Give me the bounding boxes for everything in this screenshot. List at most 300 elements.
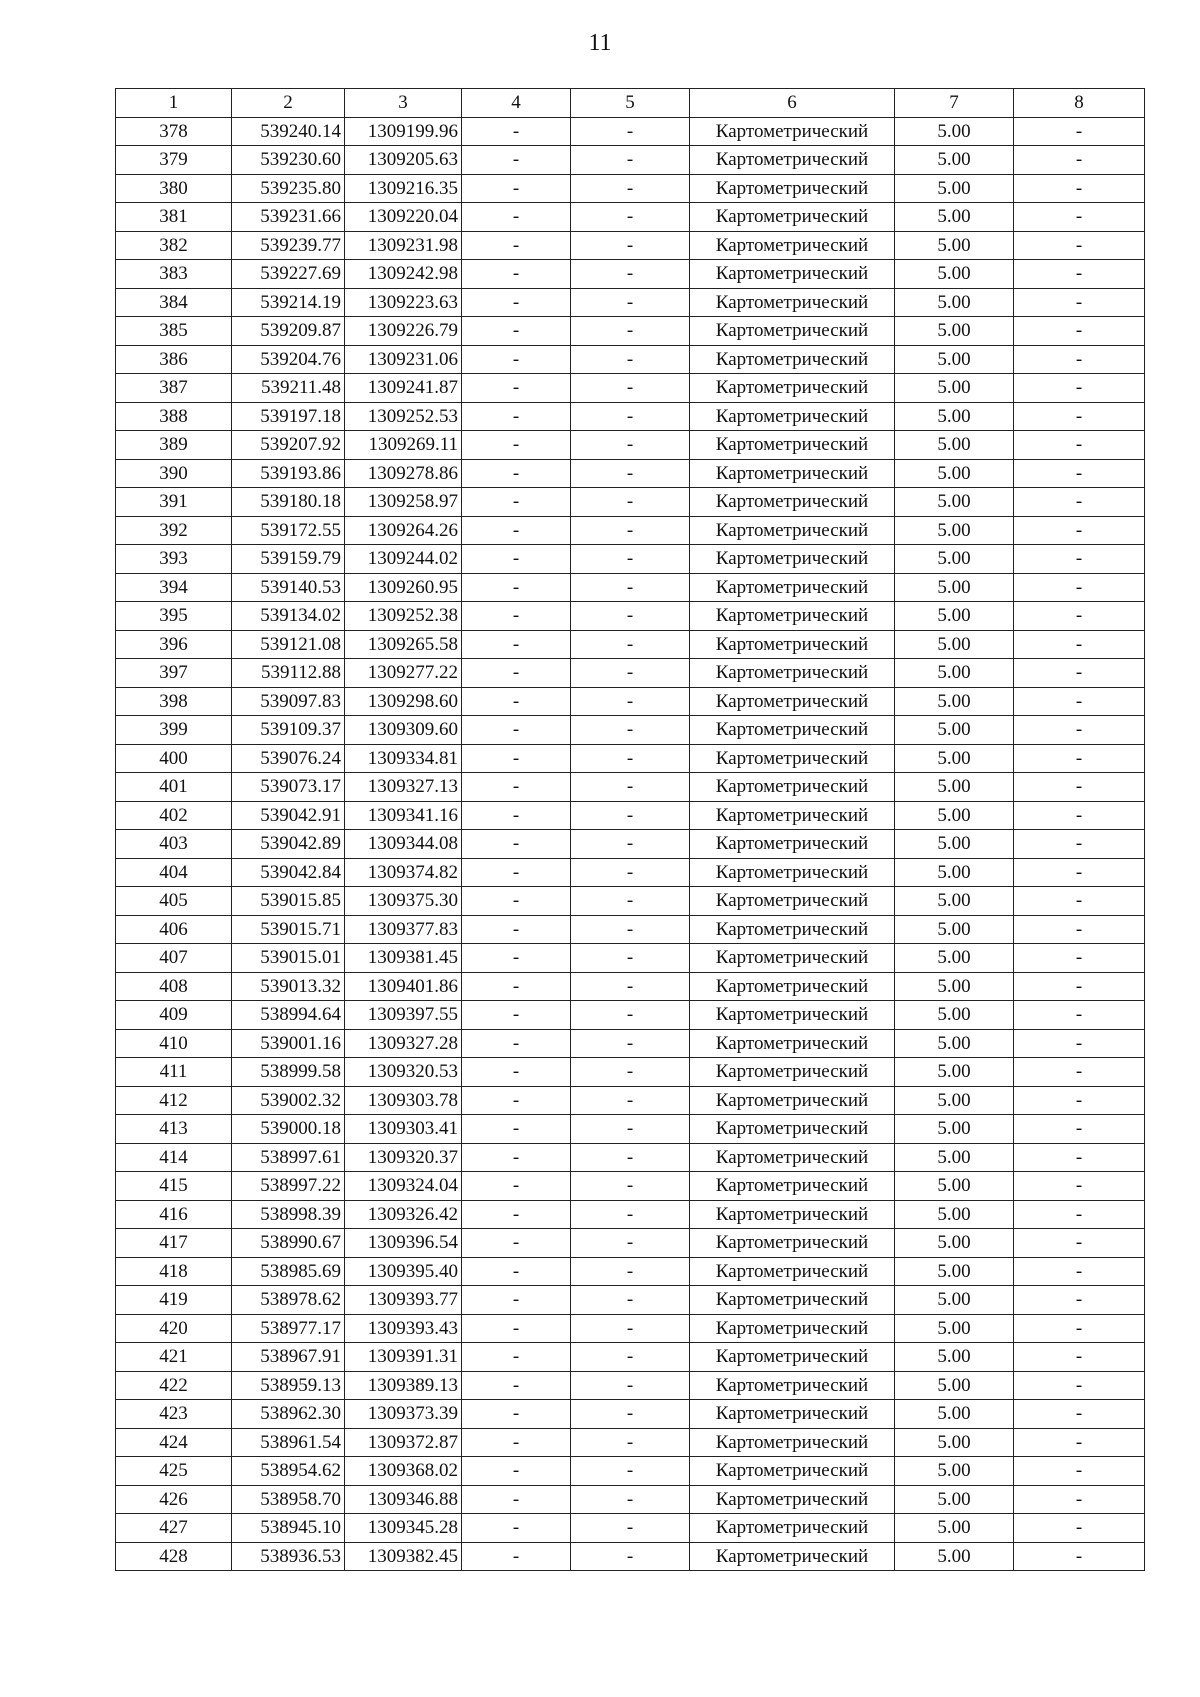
- coord-x-cell: 539042.84: [232, 858, 345, 887]
- coord-y-cell: 1309269.11: [345, 431, 462, 460]
- col-4-cell: -: [462, 1115, 571, 1144]
- coord-y-cell: 1309389.13: [345, 1371, 462, 1400]
- col-4-cell: -: [462, 915, 571, 944]
- col-8-cell: -: [1014, 687, 1145, 716]
- coord-x-cell: 538945.10: [232, 1514, 345, 1543]
- point-number-cell: 379: [116, 146, 232, 175]
- coord-y-cell: 1309231.98: [345, 231, 462, 260]
- col-5-cell: -: [571, 630, 690, 659]
- col-5-cell: -: [571, 801, 690, 830]
- col-8-cell: -: [1014, 915, 1145, 944]
- col-5-cell: -: [571, 1457, 690, 1486]
- col-4-cell: -: [462, 1371, 571, 1400]
- col-4-cell: -: [462, 117, 571, 146]
- col-8-cell: -: [1014, 830, 1145, 859]
- col-4-cell: -: [462, 174, 571, 203]
- coord-y-cell: 1309368.02: [345, 1457, 462, 1486]
- method-cell: Картометрический: [690, 1400, 895, 1429]
- table-row: [116, 573, 1145, 602]
- table-row: [116, 174, 1145, 203]
- coord-y-cell: 1309397.55: [345, 1001, 462, 1030]
- coord-x-cell: 538990.67: [232, 1229, 345, 1258]
- coord-y-cell: 1309391.31: [345, 1343, 462, 1372]
- col-4-cell: -: [462, 1542, 571, 1571]
- coord-x-cell: 538978.62: [232, 1286, 345, 1315]
- accuracy-cell: 5.00: [895, 374, 1014, 403]
- coord-x-cell: 538997.61: [232, 1143, 345, 1172]
- coord-y-cell: 1309265.58: [345, 630, 462, 659]
- table-row: [116, 1514, 1145, 1543]
- col-5-cell: -: [571, 1371, 690, 1400]
- method-cell: Картометрический: [690, 1229, 895, 1258]
- method-cell: Картометрический: [690, 203, 895, 232]
- coord-x-cell: 539240.14: [232, 117, 345, 146]
- table-row: [116, 260, 1145, 289]
- table-row: [116, 231, 1145, 260]
- point-number-cell: 423: [116, 1400, 232, 1429]
- table-row: [116, 459, 1145, 488]
- point-number-cell: 394: [116, 573, 232, 602]
- col-5-cell: -: [571, 1001, 690, 1030]
- col-8-cell: -: [1014, 1001, 1145, 1030]
- method-cell: Картометрический: [690, 744, 895, 773]
- col-4-cell: -: [462, 944, 571, 973]
- col-4-cell: -: [462, 1058, 571, 1087]
- coord-x-cell: 539112.88: [232, 659, 345, 688]
- table-row: [116, 374, 1145, 403]
- method-cell: Картометрический: [690, 260, 895, 289]
- table-row: [116, 345, 1145, 374]
- method-cell: Картометрический: [690, 1257, 895, 1286]
- coord-x-cell: 538961.54: [232, 1428, 345, 1457]
- col-8-cell: -: [1014, 1400, 1145, 1429]
- col-5-cell: -: [571, 203, 690, 232]
- accuracy-cell: 5.00: [895, 1343, 1014, 1372]
- coord-y-cell: 1309401.86: [345, 972, 462, 1001]
- table-row: [116, 288, 1145, 317]
- col-4-cell: -: [462, 773, 571, 802]
- coord-x-cell: 539209.87: [232, 317, 345, 346]
- col-8-cell: -: [1014, 402, 1145, 431]
- coord-x-cell: 539227.69: [232, 260, 345, 289]
- col-5-cell: -: [571, 1542, 690, 1571]
- col-4-cell: -: [462, 1086, 571, 1115]
- coord-x-cell: 539239.77: [232, 231, 345, 260]
- point-number-cell: 393: [116, 545, 232, 574]
- coord-x-cell: 539207.92: [232, 431, 345, 460]
- accuracy-cell: 5.00: [895, 830, 1014, 859]
- method-cell: Картометрический: [690, 1542, 895, 1571]
- method-cell: Картометрический: [690, 288, 895, 317]
- column-header-2: 2: [232, 89, 345, 118]
- col-8-cell: -: [1014, 744, 1145, 773]
- table-row: [116, 1172, 1145, 1201]
- method-cell: Картометрический: [690, 317, 895, 346]
- accuracy-cell: 5.00: [895, 1086, 1014, 1115]
- coord-x-cell: 538998.39: [232, 1200, 345, 1229]
- accuracy-cell: 5.00: [895, 117, 1014, 146]
- table-row: [116, 545, 1145, 574]
- coord-y-cell: 1309260.95: [345, 573, 462, 602]
- table-row: [116, 1200, 1145, 1229]
- col-8-cell: -: [1014, 773, 1145, 802]
- table-row: [116, 972, 1145, 1001]
- coord-y-cell: 1309223.63: [345, 288, 462, 317]
- coord-x-cell: 539076.24: [232, 744, 345, 773]
- point-number-cell: 417: [116, 1229, 232, 1258]
- accuracy-cell: 5.00: [895, 1115, 1014, 1144]
- table-row: [116, 203, 1145, 232]
- table-row: [116, 1400, 1145, 1429]
- col-4-cell: -: [462, 374, 571, 403]
- method-cell: Картометрический: [690, 915, 895, 944]
- col-5-cell: -: [571, 716, 690, 745]
- coord-x-cell: 539073.17: [232, 773, 345, 802]
- table-row: [116, 317, 1145, 346]
- col-8-cell: -: [1014, 345, 1145, 374]
- coord-y-cell: 1309374.82: [345, 858, 462, 887]
- coord-x-cell: 539000.18: [232, 1115, 345, 1144]
- col-5-cell: -: [571, 459, 690, 488]
- col-5-cell: -: [571, 1286, 690, 1315]
- coord-x-cell: 538985.69: [232, 1257, 345, 1286]
- col-5-cell: -: [571, 488, 690, 517]
- coord-y-cell: 1309346.88: [345, 1485, 462, 1514]
- coord-x-cell: 539140.53: [232, 573, 345, 602]
- table-row: [116, 1115, 1145, 1144]
- method-cell: Картометрический: [690, 459, 895, 488]
- point-number-cell: 408: [116, 972, 232, 1001]
- coord-y-cell: 1309199.96: [345, 117, 462, 146]
- table-body: [116, 117, 1145, 1571]
- column-header-1: 1: [116, 89, 232, 118]
- table-row: [116, 944, 1145, 973]
- point-number-cell: 406: [116, 915, 232, 944]
- coord-x-cell: 539001.16: [232, 1029, 345, 1058]
- table-row: [116, 1001, 1145, 1030]
- accuracy-cell: 5.00: [895, 744, 1014, 773]
- accuracy-cell: 5.00: [895, 459, 1014, 488]
- table-row: [116, 830, 1145, 859]
- method-cell: Картометрический: [690, 1115, 895, 1144]
- col-5-cell: -: [571, 516, 690, 545]
- col-4-cell: -: [462, 1343, 571, 1372]
- col-5-cell: -: [571, 744, 690, 773]
- col-4-cell: -: [462, 972, 571, 1001]
- col-4-cell: -: [462, 203, 571, 232]
- col-8-cell: -: [1014, 1314, 1145, 1343]
- column-header-6: 6: [690, 89, 895, 118]
- col-8-cell: -: [1014, 972, 1145, 1001]
- coord-y-cell: 1309231.06: [345, 345, 462, 374]
- col-4-cell: -: [462, 317, 571, 346]
- accuracy-cell: 5.00: [895, 174, 1014, 203]
- accuracy-cell: 5.00: [895, 1257, 1014, 1286]
- col-8-cell: -: [1014, 260, 1145, 289]
- method-cell: Картометрический: [690, 1343, 895, 1372]
- table-row: [116, 1371, 1145, 1400]
- point-number-cell: 413: [116, 1115, 232, 1144]
- col-8-cell: -: [1014, 1257, 1145, 1286]
- method-cell: Картометрический: [690, 516, 895, 545]
- col-8-cell: -: [1014, 1058, 1145, 1087]
- coord-x-cell: 538936.53: [232, 1542, 345, 1571]
- method-cell: Картометрический: [690, 1001, 895, 1030]
- col-5-cell: -: [571, 288, 690, 317]
- accuracy-cell: 5.00: [895, 1514, 1014, 1543]
- column-header-7: 7: [895, 89, 1014, 118]
- table-row: [116, 602, 1145, 631]
- col-5-cell: -: [571, 1400, 690, 1429]
- col-4-cell: -: [462, 545, 571, 574]
- accuracy-cell: 5.00: [895, 716, 1014, 745]
- col-4-cell: -: [462, 1229, 571, 1258]
- accuracy-cell: 5.00: [895, 1172, 1014, 1201]
- table-row: [116, 801, 1145, 830]
- accuracy-cell: 5.00: [895, 288, 1014, 317]
- point-number-cell: 397: [116, 659, 232, 688]
- accuracy-cell: 5.00: [895, 1314, 1014, 1343]
- table-row: [116, 915, 1145, 944]
- col-8-cell: -: [1014, 516, 1145, 545]
- point-number-cell: 383: [116, 260, 232, 289]
- method-cell: Картометрический: [690, 488, 895, 517]
- coord-y-cell: 1309226.79: [345, 317, 462, 346]
- coord-y-cell: 1309264.26: [345, 516, 462, 545]
- coord-x-cell: 539134.02: [232, 602, 345, 631]
- col-5-cell: -: [571, 402, 690, 431]
- table-row: [116, 858, 1145, 887]
- table-row: [116, 1229, 1145, 1258]
- point-number-cell: 389: [116, 431, 232, 460]
- col-5-cell: -: [571, 1314, 690, 1343]
- col-4-cell: -: [462, 1172, 571, 1201]
- coord-x-cell: 539180.18: [232, 488, 345, 517]
- table-row: [116, 887, 1145, 916]
- col-5-cell: -: [571, 915, 690, 944]
- table-row: [116, 1143, 1145, 1172]
- method-cell: Картометрический: [690, 801, 895, 830]
- coord-y-cell: 1309303.41: [345, 1115, 462, 1144]
- coord-y-cell: 1309303.78: [345, 1086, 462, 1115]
- table-row: [116, 630, 1145, 659]
- point-number-cell: 398: [116, 687, 232, 716]
- accuracy-cell: 5.00: [895, 545, 1014, 574]
- method-cell: Картометрический: [690, 1428, 895, 1457]
- col-5-cell: -: [571, 1172, 690, 1201]
- accuracy-cell: 5.00: [895, 488, 1014, 517]
- col-8-cell: -: [1014, 716, 1145, 745]
- col-5-cell: -: [571, 231, 690, 260]
- coord-x-cell: 539121.08: [232, 630, 345, 659]
- coord-x-cell: 539042.89: [232, 830, 345, 859]
- col-4-cell: -: [462, 431, 571, 460]
- table-row: [116, 1257, 1145, 1286]
- method-cell: Картометрический: [690, 1172, 895, 1201]
- table-row: [116, 773, 1145, 802]
- coord-x-cell: 539015.01: [232, 944, 345, 973]
- method-cell: Картометрический: [690, 858, 895, 887]
- point-number-cell: 386: [116, 345, 232, 374]
- coord-y-cell: 1309327.13: [345, 773, 462, 802]
- accuracy-cell: 5.00: [895, 1029, 1014, 1058]
- coord-x-cell: 539042.91: [232, 801, 345, 830]
- method-cell: Картометрический: [690, 1086, 895, 1115]
- point-number-cell: 400: [116, 744, 232, 773]
- col-4-cell: -: [462, 1257, 571, 1286]
- coord-y-cell: 1309242.98: [345, 260, 462, 289]
- coord-y-cell: 1309396.54: [345, 1229, 462, 1258]
- coord-x-cell: 539159.79: [232, 545, 345, 574]
- coord-y-cell: 1309393.43: [345, 1314, 462, 1343]
- col-8-cell: -: [1014, 1200, 1145, 1229]
- table-row: [116, 716, 1145, 745]
- method-cell: Картометрический: [690, 630, 895, 659]
- col-4-cell: -: [462, 1286, 571, 1315]
- coord-y-cell: 1309252.38: [345, 602, 462, 631]
- col-5-cell: -: [571, 1257, 690, 1286]
- col-5-cell: -: [571, 317, 690, 346]
- col-4-cell: -: [462, 345, 571, 374]
- col-4-cell: -: [462, 830, 571, 859]
- table-header: [116, 89, 1145, 118]
- coord-y-cell: 1309345.28: [345, 1514, 462, 1543]
- point-number-cell: 381: [116, 203, 232, 232]
- point-number-cell: 385: [116, 317, 232, 346]
- coord-x-cell: 538994.64: [232, 1001, 345, 1030]
- method-cell: Картометрический: [690, 573, 895, 602]
- method-cell: Картометрический: [690, 402, 895, 431]
- method-cell: Картометрический: [690, 944, 895, 973]
- coord-y-cell: 1309278.86: [345, 459, 462, 488]
- point-number-cell: 415: [116, 1172, 232, 1201]
- col-4-cell: -: [462, 1400, 571, 1429]
- method-cell: Картометрический: [690, 773, 895, 802]
- coord-y-cell: 1309258.97: [345, 488, 462, 517]
- coord-x-cell: 539231.66: [232, 203, 345, 232]
- col-5-cell: -: [571, 374, 690, 403]
- coord-x-cell: 539097.83: [232, 687, 345, 716]
- method-cell: Картометрический: [690, 1314, 895, 1343]
- method-cell: Картометрический: [690, 146, 895, 175]
- table-row: [116, 1058, 1145, 1087]
- method-cell: Картометрический: [690, 1457, 895, 1486]
- table-row: [116, 1485, 1145, 1514]
- point-number-cell: 411: [116, 1058, 232, 1087]
- method-cell: Картометрический: [690, 602, 895, 631]
- coord-x-cell: 538954.62: [232, 1457, 345, 1486]
- coordinates-table: [115, 88, 1145, 1571]
- method-cell: Картометрический: [690, 1286, 895, 1315]
- col-8-cell: -: [1014, 1428, 1145, 1457]
- col-4-cell: -: [462, 1457, 571, 1486]
- coord-y-cell: 1309373.39: [345, 1400, 462, 1429]
- col-5-cell: -: [571, 1200, 690, 1229]
- method-cell: Картометрический: [690, 1371, 895, 1400]
- coord-x-cell: 538959.13: [232, 1371, 345, 1400]
- col-5-cell: -: [571, 345, 690, 374]
- accuracy-cell: 5.00: [895, 915, 1014, 944]
- col-8-cell: -: [1014, 545, 1145, 574]
- point-number-cell: 403: [116, 830, 232, 859]
- point-number-cell: 391: [116, 488, 232, 517]
- col-8-cell: -: [1014, 573, 1145, 602]
- accuracy-cell: 5.00: [895, 801, 1014, 830]
- col-4-cell: -: [462, 744, 571, 773]
- col-5-cell: -: [571, 972, 690, 1001]
- point-number-cell: 402: [116, 801, 232, 830]
- accuracy-cell: 5.00: [895, 1229, 1014, 1258]
- point-number-cell: 384: [116, 288, 232, 317]
- col-4-cell: -: [462, 402, 571, 431]
- col-8-cell: -: [1014, 1286, 1145, 1315]
- method-cell: Картометрический: [690, 431, 895, 460]
- col-5-cell: -: [571, 858, 690, 887]
- col-8-cell: -: [1014, 1086, 1145, 1115]
- accuracy-cell: 5.00: [895, 1058, 1014, 1087]
- method-cell: Картометрический: [690, 1143, 895, 1172]
- col-4-cell: -: [462, 887, 571, 916]
- col-8-cell: -: [1014, 1029, 1145, 1058]
- method-cell: Картометрический: [690, 659, 895, 688]
- col-5-cell: -: [571, 830, 690, 859]
- point-number-cell: 407: [116, 944, 232, 973]
- accuracy-cell: 5.00: [895, 773, 1014, 802]
- coord-y-cell: 1309341.16: [345, 801, 462, 830]
- point-number-cell: 420: [116, 1314, 232, 1343]
- accuracy-cell: 5.00: [895, 1428, 1014, 1457]
- coord-x-cell: 539197.18: [232, 402, 345, 431]
- col-4-cell: -: [462, 630, 571, 659]
- accuracy-cell: 5.00: [895, 146, 1014, 175]
- accuracy-cell: 5.00: [895, 1371, 1014, 1400]
- col-5-cell: -: [571, 573, 690, 602]
- coord-x-cell: 539193.86: [232, 459, 345, 488]
- coord-y-cell: 1309381.45: [345, 944, 462, 973]
- table-row: [116, 516, 1145, 545]
- table-row: [116, 1542, 1145, 1571]
- col-8-cell: -: [1014, 602, 1145, 631]
- col-8-cell: -: [1014, 944, 1145, 973]
- method-cell: Картометрический: [690, 1485, 895, 1514]
- col-8-cell: -: [1014, 1542, 1145, 1571]
- col-8-cell: -: [1014, 1229, 1145, 1258]
- coord-x-cell: 539109.37: [232, 716, 345, 745]
- coord-y-cell: 1309372.87: [345, 1428, 462, 1457]
- point-number-cell: 414: [116, 1143, 232, 1172]
- point-number-cell: 416: [116, 1200, 232, 1229]
- table-row: [116, 1029, 1145, 1058]
- accuracy-cell: 5.00: [895, 1400, 1014, 1429]
- table-row: [116, 488, 1145, 517]
- col-8-cell: -: [1014, 174, 1145, 203]
- accuracy-cell: 5.00: [895, 1457, 1014, 1486]
- col-5-cell: -: [571, 1115, 690, 1144]
- coord-y-cell: 1309241.87: [345, 374, 462, 403]
- accuracy-cell: 5.00: [895, 402, 1014, 431]
- accuracy-cell: 5.00: [895, 203, 1014, 232]
- col-4-cell: -: [462, 687, 571, 716]
- col-5-cell: -: [571, 174, 690, 203]
- column-header-5: 5: [571, 89, 690, 118]
- col-8-cell: -: [1014, 1343, 1145, 1372]
- point-number-cell: 427: [116, 1514, 232, 1543]
- coord-x-cell: 539235.80: [232, 174, 345, 203]
- accuracy-cell: 5.00: [895, 1286, 1014, 1315]
- accuracy-cell: 5.00: [895, 630, 1014, 659]
- col-4-cell: -: [462, 231, 571, 260]
- coord-x-cell: 538999.58: [232, 1058, 345, 1087]
